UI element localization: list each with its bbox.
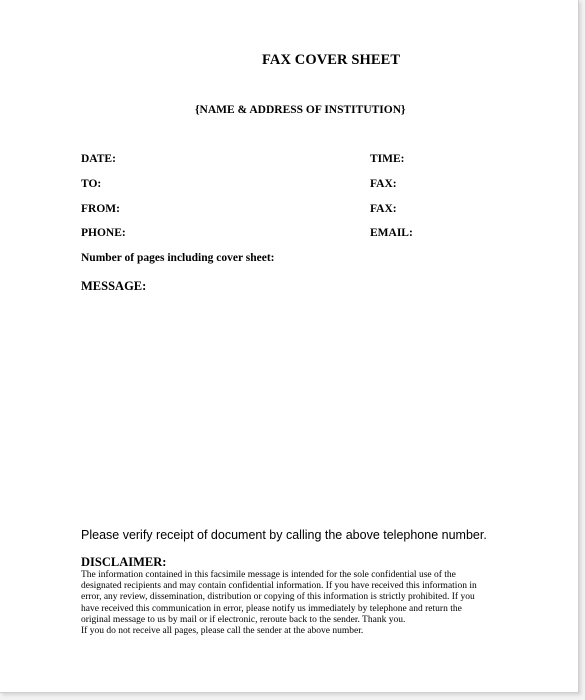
document-title: FAX COVER SHEET: [262, 52, 401, 68]
disclaimer-line: designated recipients and may contain confidential information. If you have received this information in: [81, 581, 477, 592]
fax-from-label: FAX:: [370, 203, 397, 215]
disclaimer-line: If you do not receive all pages, please call the sender at the above number.: [81, 626, 364, 637]
time-label: TIME:: [370, 153, 405, 165]
disclaimer-line: have received this communication in error, please notify us immediately by telephone and return the: [81, 603, 462, 614]
from-label: FROM:: [81, 203, 120, 215]
disclaimer-heading: DISCLAIMER:: [81, 555, 167, 569]
disclaimer-line: The information contained in this facsimile message is intended for the sole confidential use of the: [81, 570, 456, 580]
fax-to-label: FAX:: [370, 178, 397, 190]
message-label: MESSAGE:: [81, 279, 147, 293]
to-label: TO:: [81, 178, 102, 190]
email-label: EMAIL:: [370, 227, 413, 239]
institution-placeholder: {NAME & ADDRESS OF INSTITUTION}: [195, 104, 406, 116]
verify-receipt-text: Please verify receipt of document by calling the above telephone number.: [81, 528, 487, 542]
disclaimer-line: original message to us by mail or if electronic, reroute back to the sender. Thank you.: [81, 614, 406, 625]
page-count-label: Number of pages including cover sheet:: [81, 252, 275, 264]
date-label: DATE:: [81, 153, 116, 165]
disclaimer-line: error, any review, dissemination, distribution or copying of this information is strictly prohibited. If you: [81, 592, 475, 603]
disclaimer-body: [81, 570, 521, 637]
phone-label: PHONE:: [81, 227, 126, 239]
